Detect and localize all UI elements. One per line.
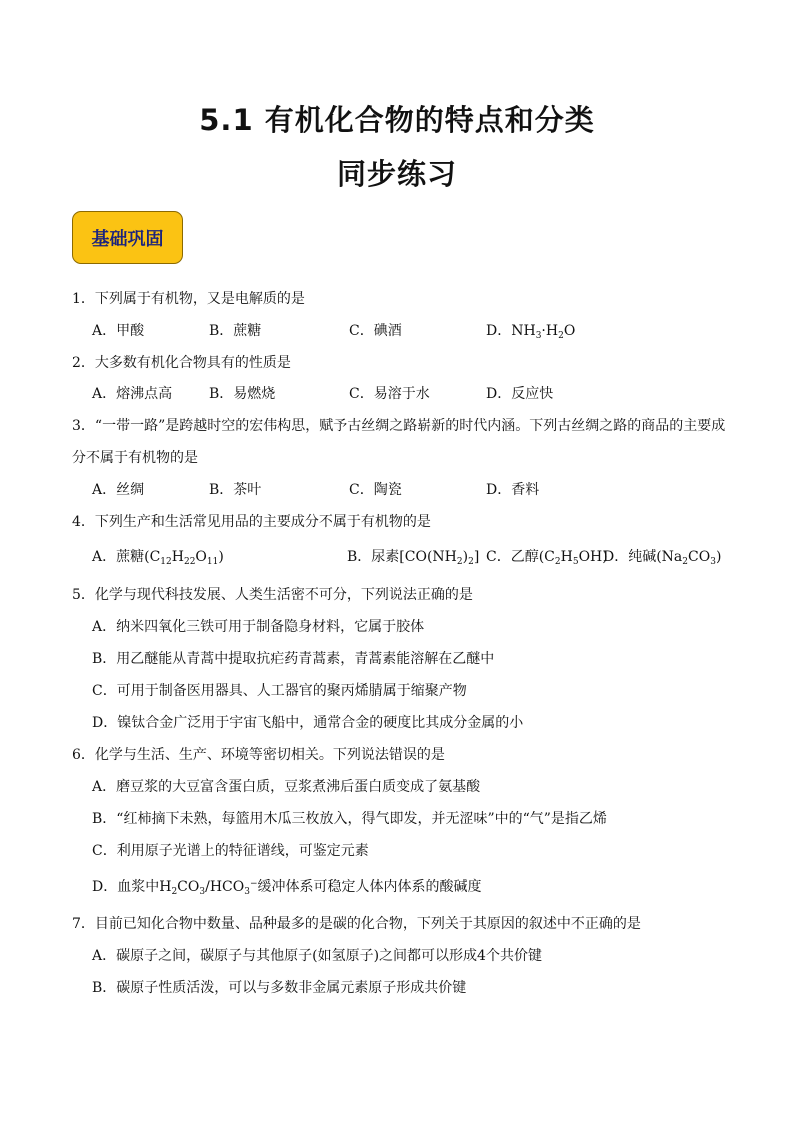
q4-option-d: D．纯碱$(Na_2CO_3)$ xyxy=(603,549,722,567)
q6-option-d: D．血浆中$H_2CO_3/HCO_3^-$缓冲体系可稳定人体内体系的酸碱度 xyxy=(92,879,482,897)
q1-option-c: C．碘酒 xyxy=(349,323,402,339)
page-title: 5.1 有机化合物的特点和分类 xyxy=(199,103,595,137)
q5-option-d: D．镍钛合金广泛用于宇宙飞船中，通常合金的硬度比其成分金属的小 xyxy=(92,715,524,731)
q3-option-a: A．丝绸 xyxy=(92,482,145,498)
q6-option-c: C．利用原子光谱上的特征谱线，可鉴定元素 xyxy=(92,843,369,859)
q6-option-a: A．磨豆浆的大豆富含蛋白质，豆浆煮沸后蛋白质变成了氨基酸 xyxy=(92,779,481,795)
q6-option-b: B．“红柿摘下未熟，每篮用木瓜三枚放入，得气即发，并无涩味”中的“气”是指乙烯 xyxy=(92,811,607,827)
q2-option-d: D．反应快 xyxy=(486,386,554,402)
question-1-stem: 1．下列属于有机物，又是电解质的是 xyxy=(72,291,305,307)
q4-option-a: A．蔗糖$(C_{12}H_{22}O_{11})$ xyxy=(92,549,224,567)
question-5-stem: 5．化学与现代科技发展、人类生活密不可分，下列说法正确的是 xyxy=(72,587,473,603)
q3-option-b: B．茶叶 xyxy=(209,482,262,498)
question-1-options xyxy=(92,322,612,340)
q2-option-a: A．熔沸点高 xyxy=(92,386,173,402)
q5-option-a: A．纳米四氧化三铁可用于制备隐身材料，它属于胶体 xyxy=(92,619,425,635)
question-2-stem: 2．大多数有机化合物具有的性质是 xyxy=(72,355,291,371)
question-7-stem: 7．目前已知化合物中数量、品种最多的是碳的化合物，下列关于其原因的叙述中不正确的是 xyxy=(72,916,641,932)
q2-option-b: B．易燃烧 xyxy=(209,386,276,402)
q4-option-c: C．乙醇$(C_2H_5OH)$ xyxy=(486,549,608,567)
q2-option-c: C．易溶于水 xyxy=(349,386,430,402)
q1-option-a: A．甲酸 xyxy=(92,323,145,339)
question-6-stem: 6．化学与生活、生产、环境等密切相关。下列说法错误的是 xyxy=(72,747,445,763)
q7-option-a: A．碳原子之间，碳原子与其他原子(如氢原子)之间都可以形成4个共价键 xyxy=(92,948,542,964)
question-3-stem-line-1: 3．“一带一路”是跨越时空的宏伟构思，赋予古丝绸之路崭新的时代内涵。下列古丝绸之路的商品的主要成 xyxy=(72,418,726,434)
question-2-options xyxy=(92,385,612,403)
q4-option-b: B．尿素$[CO(NH_2)_2]$ xyxy=(347,549,480,567)
q3-option-c: C．陶瓷 xyxy=(349,482,402,498)
q1-option-b: B．蔗糖 xyxy=(209,323,262,339)
q3-option-d: D．香料 xyxy=(486,482,540,498)
q1-option-d: D．$NH_3\cdot H_2O$ xyxy=(486,323,576,341)
page-subtitle: 同步练习 xyxy=(336,157,457,191)
q7-option-b: B．碳原子性质活泼，可以与多数非金属元素原子形成共价键 xyxy=(92,980,467,996)
question-3-options xyxy=(92,481,612,499)
question-3-stem-line-2: 分不属于有机物的是 xyxy=(72,450,198,466)
q5-option-b: B．用乙醚能从青蒿中提取抗疟药青蒿素，青蒿素能溶解在乙醚中 xyxy=(92,651,495,667)
question-4-stem: 4．下列生产和生活常见用品的主要成分不属于有机物的是 xyxy=(72,514,431,530)
q5-option-c: C．可用于制备医用器具、人工器官的聚丙烯腈属于缩聚产物 xyxy=(92,683,467,699)
section-badge: 基础巩固 xyxy=(72,211,183,264)
